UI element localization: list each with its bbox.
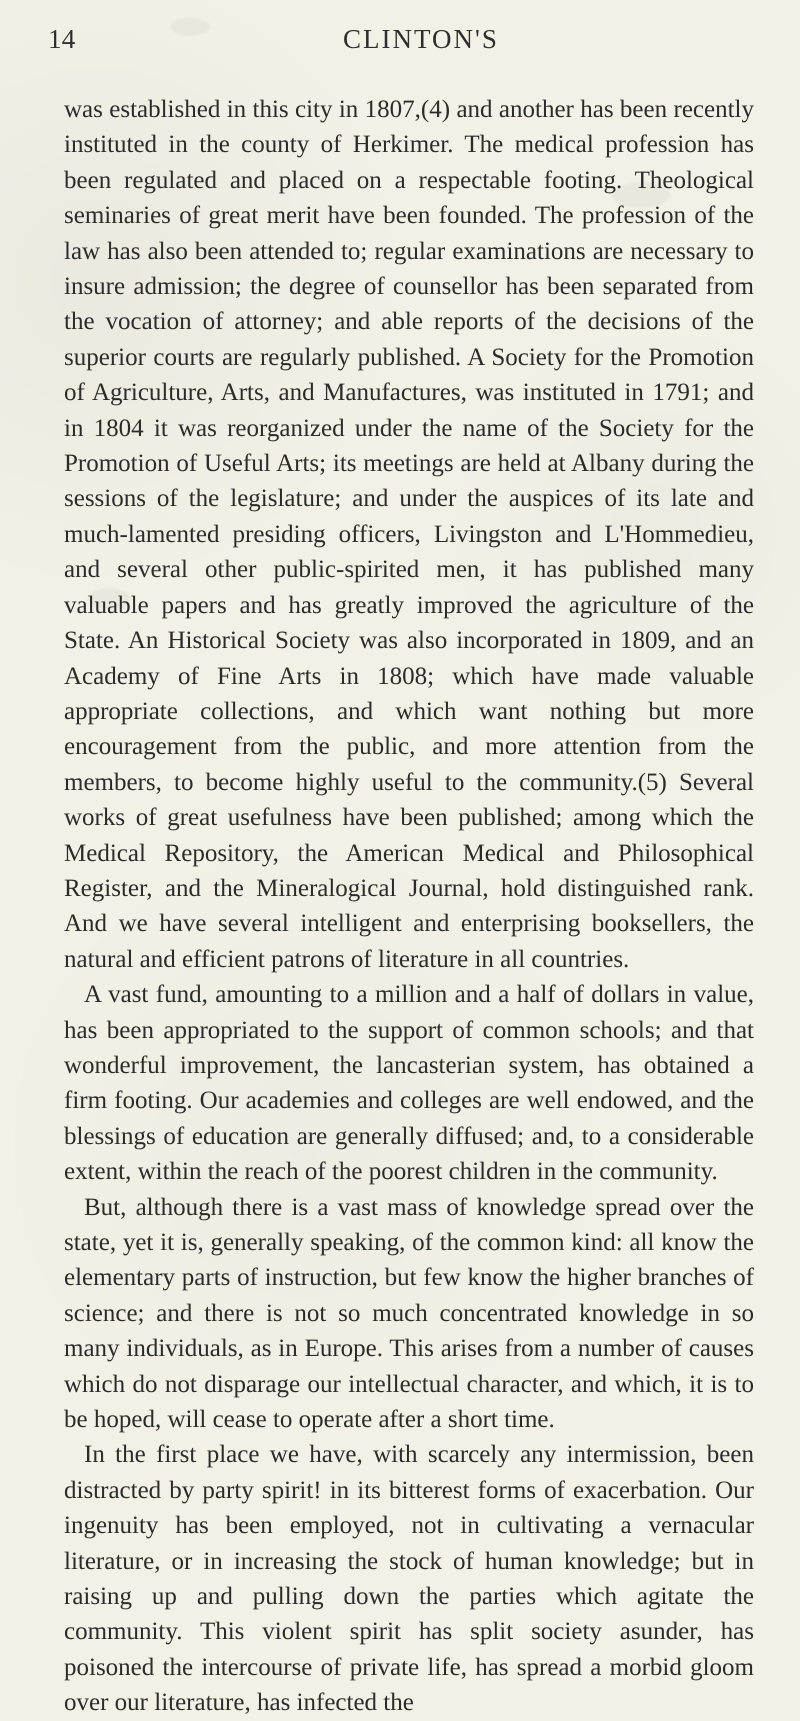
paragraph-2: A vast fund, amounting to a million and a half of dollars in value, has been appropriated to the support of common schools; and that wonderful improvement, the lancasterian system, has obtained a firm footing. Our academies and colleges are well endowed, and the blessings of education are generally diffused; and, to a considerable extent, within the reach of the poorest children in the community. [64,981,754,1186]
running-head: CLINTON'S [343,24,499,54]
body-text [64,92,754,1721]
page-number: 14 [48,24,76,54]
paragraph-3: But, although there is a vast mass of knowledge spread over the state, yet it is, generally speaking, of the common kind: all know the elementary parts of instruction, but few know the higher branches of science; and there is not so much concentrated knowledge in so many individuals, as in Europe. This arises from a number of causes which do not disparage our intellectual character, and which, it is to be hoped, will cease to operate after a short time. [64,1193,754,1434]
paragraph-4: In the first place we have, with scarcely any intermission, been distracted by party spirit! in its bitterest forms of exacerbation. Our ingenuity has been employed, not in cultivating a vernacular literature, or in increasing the stock of human knowledge; but in raising up and pulling down the parties which agitate the community. This violent spirit has split society asunder, has poisoned the intercourse of private life, has spread a morbid gloom over our literature, has infected the [64,1441,754,1717]
paragraph-1: was established in this city in 1807,(4) and another has been recently instituted in the county of Herkimer. The medical profession has been regulated and placed on a respectable footing. Theological seminaries of great merit have been founded. The profession of the law has also been attended to; regular examinations are necessary to insure admission; the degree of counsellor has been separated from the vocation of attorney; and able reports of the decisions of the superior courts are regularly published. A Society for the Promotion of Agriculture, Arts, and Manufactures, was instituted in 1791; and in 1804 it was reorganized under the name of the Society for the Promotion of Useful Arts; its meetings are held at Albany during the sessions of the legislature; and under the auspices of its late and much-lamented presiding officers, Livingston and L'Hommedieu, and several other public-spirited men, it has published many valuable papers and has greatly improved the agriculture of the State. An Historical Society was also incorporated in 1809, and an Academy of Fine Arts in 1808; which have made valuable appropriate collections, and which want nothing but more encouragement from the public, and more attention from the members, to become highly useful to the community.(5) Several works of great usefulness have been published; among which the Medical Repository, the American Medical and Philosophical Register, and the Mineralogical Journal, hold distinguished rank. And we have several intelligent and enterprising booksellers, the natural and efficient patrons of literature in all countries. [64,96,754,973]
page-header [48,24,754,66]
